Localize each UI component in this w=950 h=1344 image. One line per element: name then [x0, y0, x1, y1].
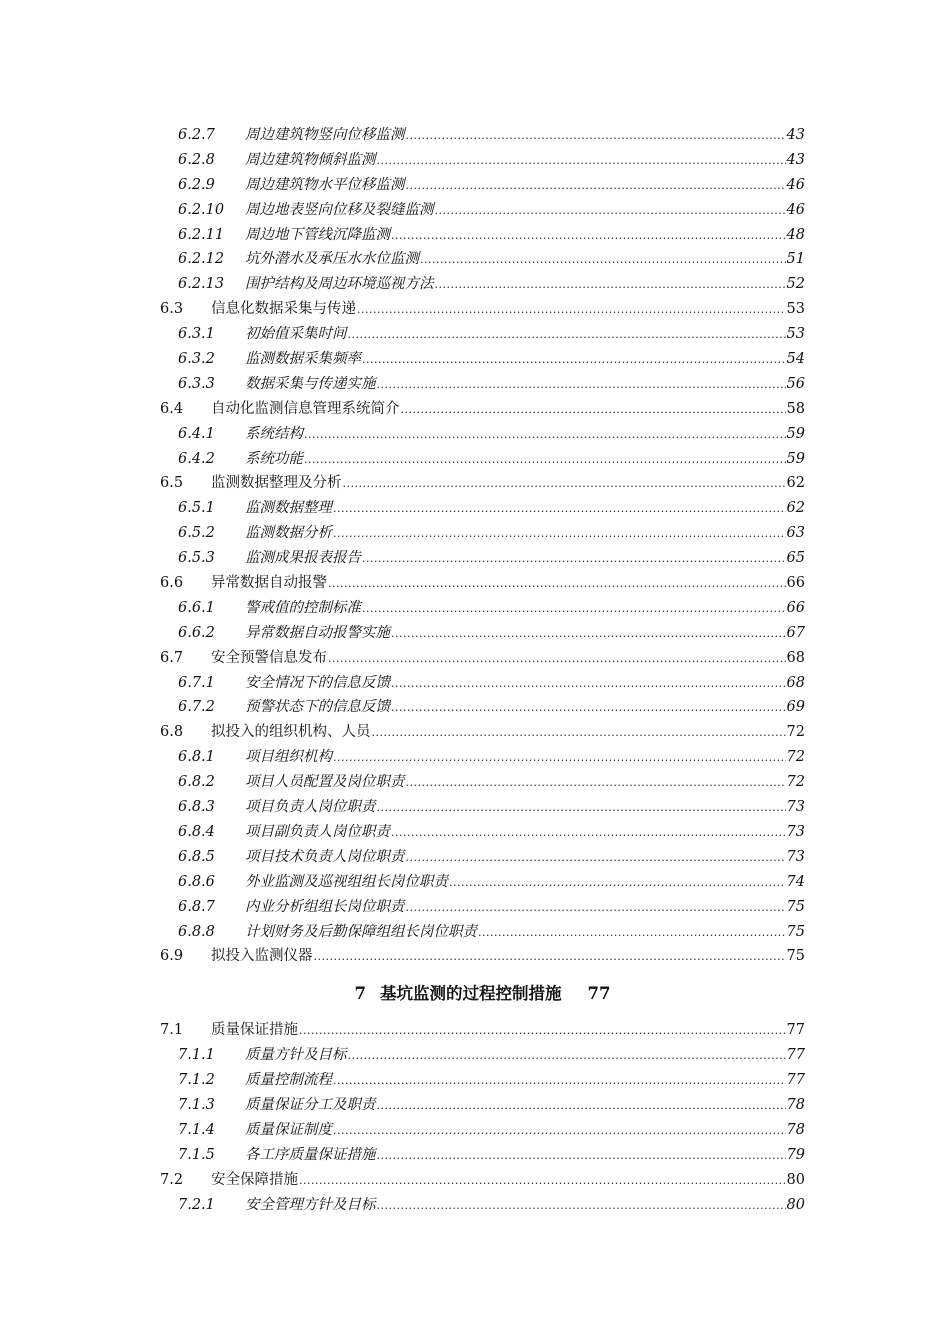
- toc-page-number: 72: [786, 774, 805, 791]
- toc-entry[interactable]: [160, 795, 805, 820]
- toc-page-number: 73: [786, 799, 805, 816]
- toc-page-number: 77: [786, 1022, 805, 1039]
- toc-dot-leader: [478, 921, 786, 946]
- toc-entry-title: 坑外潜水及承压水水位监测: [245, 251, 419, 268]
- toc-entry[interactable]: [160, 546, 805, 571]
- toc-dot-leader: [377, 1144, 786, 1169]
- toc-page-number: 79: [786, 1146, 805, 1163]
- toc-entry[interactable]: [160, 745, 805, 770]
- toc-entry-title: 监测数据分析: [245, 525, 332, 542]
- toc-dot-leader: [333, 497, 786, 522]
- toc-dot-leader: [314, 945, 786, 970]
- toc-dot-leader: [343, 472, 786, 497]
- toc-entry-number: 7.1.5: [178, 1146, 215, 1163]
- toc-entry[interactable]: [160, 173, 805, 198]
- toc-entry-number: 7.2.1: [178, 1196, 215, 1213]
- toc-entry[interactable]: [160, 422, 805, 447]
- toc-entry-number: 6.2.12: [178, 251, 225, 268]
- toc-page-number: 53: [786, 301, 805, 318]
- toc-dot-leader: [401, 398, 786, 423]
- toc-entry-title: 质量方针及目标: [245, 1047, 347, 1064]
- toc-dot-leader: [391, 821, 786, 846]
- toc-entry[interactable]: [160, 1118, 805, 1143]
- toc-entry-number: 6.3.3: [178, 375, 215, 392]
- toc-entry[interactable]: [160, 297, 805, 322]
- toc-entry-number: 6.6.1: [178, 599, 215, 616]
- toc-page-number: 68: [786, 674, 805, 691]
- toc-entry[interactable]: [160, 521, 805, 546]
- toc-page-number: 65: [786, 550, 805, 567]
- toc-page-number: 68: [786, 649, 805, 666]
- toc-page-number: 54: [786, 351, 805, 368]
- toc-dot-leader: [391, 672, 786, 697]
- toc-page-number: 59: [786, 450, 805, 467]
- toc-entry-title: 自动化监测信息管理系统简介: [211, 400, 400, 417]
- toc-entry-number: 6.8.3: [178, 799, 215, 816]
- toc-entry-number: 6.2.11: [178, 226, 225, 243]
- toc-page-number: 62: [786, 500, 805, 517]
- toc-entry[interactable]: [160, 1093, 805, 1118]
- toc-dot-leader: [362, 348, 786, 373]
- toc-entry[interactable]: [160, 1193, 805, 1218]
- toc-entry[interactable]: [160, 770, 805, 795]
- toc-entry-title: 内业分析组组长岗位职责: [245, 898, 405, 915]
- toc-entry-number: 6.4.1: [178, 425, 215, 442]
- toc-entry-number: 7.1.1: [178, 1047, 215, 1064]
- toc-entry-number: 6.2.13: [178, 276, 225, 293]
- toc-dot-leader: [377, 149, 786, 174]
- toc-entry[interactable]: [160, 845, 805, 870]
- toc-entry[interactable]: [160, 223, 805, 248]
- toc-entry-number: 6.2.8: [178, 151, 215, 168]
- toc-entry-number: 6.8.4: [178, 823, 215, 840]
- toc-entry-number: 6.4: [160, 400, 184, 417]
- toc-entry[interactable]: [160, 1018, 805, 1043]
- toc-page-number: 69: [786, 699, 805, 716]
- toc-dot-leader: [372, 721, 786, 746]
- toc-entry[interactable]: [160, 596, 805, 621]
- toc-entry-title: 预警状态下的信息反馈: [245, 699, 390, 716]
- toc-entry[interactable]: [160, 920, 805, 945]
- toc-dot-leader: [328, 647, 786, 672]
- toc-page-number: 72: [786, 749, 805, 766]
- toc-page-number: 67: [786, 624, 805, 641]
- toc-page-number: 75: [786, 923, 805, 940]
- toc-entry[interactable]: [160, 1143, 805, 1168]
- toc-entry-title: 监测数据整理: [245, 500, 332, 517]
- toc-dot-leader: [304, 423, 786, 448]
- toc-entry-number: 7.2: [160, 1171, 184, 1188]
- toc-entry[interactable]: [160, 471, 805, 496]
- toc-entry-title: 外业监测及巡视组组长岗位职责: [245, 873, 448, 890]
- toc-dot-leader: [435, 273, 786, 298]
- toc-page-number: 80: [786, 1196, 805, 1213]
- toc-page-number: 63: [786, 525, 805, 542]
- toc-page-number: 56: [786, 375, 805, 392]
- toc-entry-title: 计划财务及后勤保障组组长岗位职责: [245, 923, 477, 940]
- toc-entry-title: 系统结构: [245, 425, 303, 442]
- toc-entry-title: 项目负责人岗位职责: [245, 799, 376, 816]
- toc-entry-title: 警戒值的控制标准: [245, 599, 361, 616]
- toc-entry-title: 周边地下管线沉降监测: [245, 226, 390, 243]
- toc-dot-leader: [357, 298, 786, 323]
- table-of-contents: [160, 123, 805, 1217]
- toc-entry-number: 6.4.2: [178, 450, 215, 467]
- toc-dot-leader: [377, 1094, 786, 1119]
- toc-entry[interactable]: [160, 571, 805, 596]
- toc-entry-title: 基坑监测的过程控制措施: [380, 984, 562, 1004]
- toc-entry[interactable]: [160, 198, 805, 223]
- toc-entry-title: 质量保证分工及职责: [245, 1096, 376, 1113]
- toc-entry-number: 6.7: [160, 649, 184, 666]
- toc-entry-number: 7: [354, 984, 366, 1004]
- toc-entry-number: 6.8.7: [178, 898, 215, 915]
- toc-entry-title: 周边地表竖向位移及裂缝监测: [245, 201, 434, 218]
- toc-dot-leader: [420, 248, 786, 273]
- toc-entry-number: 6.5: [160, 475, 184, 492]
- toc-entry[interactable]: [160, 1068, 805, 1093]
- toc-entry-title: 周边建筑物水平位移监测: [245, 176, 405, 193]
- toc-entry-number: 6.2.10: [178, 201, 225, 218]
- toc-entry-number: 6.6: [160, 575, 184, 592]
- toc-page-number: 59: [786, 425, 805, 442]
- toc-page-number: 74: [786, 873, 805, 890]
- toc-dot-leader: [377, 796, 786, 821]
- toc-entry-title: 异常数据自动报警: [211, 575, 327, 592]
- toc-entry-title: 围护结构及周边环境巡视方法: [245, 276, 434, 293]
- toc-entry-number: 6.7.1: [178, 674, 215, 691]
- toc-page-number: 73: [786, 848, 805, 865]
- toc-page-number: 73: [786, 823, 805, 840]
- toc-entry[interactable]: [160, 372, 805, 397]
- toc-page-number: 66: [786, 575, 805, 592]
- toc-entry[interactable]: [160, 322, 805, 347]
- toc-entry-title: 系统功能: [245, 450, 303, 467]
- toc-entry-number: 6.6.2: [178, 624, 215, 641]
- toc-entry[interactable]: [160, 148, 805, 173]
- toc-entry-title: 监测成果报表报告: [245, 550, 361, 567]
- toc-entry[interactable]: [160, 1043, 805, 1068]
- toc-page-number: 43: [786, 151, 805, 168]
- toc-entry[interactable]: [160, 247, 805, 272]
- toc-entry-number: 6.8: [160, 724, 184, 741]
- toc-entry-title: 安全保障措施: [211, 1171, 298, 1188]
- toc-entry[interactable]: [160, 646, 805, 671]
- toc-entry[interactable]: [160, 895, 805, 920]
- toc-entry-title: 项目组织机构: [245, 749, 332, 766]
- toc-entry-number: 6.9: [160, 948, 184, 965]
- toc-entry-title: 异常数据自动报警实施: [245, 624, 390, 641]
- toc-entry-title: 安全预警信息发布: [211, 649, 327, 666]
- toc-page-number: 48: [786, 226, 805, 243]
- toc-dot-leader: [362, 597, 786, 622]
- toc-entry[interactable]: [160, 820, 805, 845]
- toc-entry-title: 初始值采集时间: [245, 326, 347, 343]
- toc-entry[interactable]: [160, 397, 805, 422]
- toc-dot-leader: [377, 373, 786, 398]
- toc-page-number: 78: [786, 1096, 805, 1113]
- toc-entry[interactable]: [160, 347, 805, 372]
- toc-entry-number: 7.1: [160, 1022, 184, 1039]
- toc-page-number: 52: [786, 276, 805, 293]
- toc-dot-leader: [328, 572, 786, 597]
- toc-dot-leader: [299, 1019, 786, 1044]
- toc-dot-leader: [333, 746, 786, 771]
- toc-entry-title: 监测数据整理及分析: [211, 475, 342, 492]
- toc-dot-leader: [348, 1044, 786, 1069]
- toc-entry-title: 质量保证措施: [211, 1022, 298, 1039]
- toc-page-number: 66: [786, 599, 805, 616]
- toc-entry[interactable]: [160, 695, 805, 720]
- toc-entry-number: 6.2.7: [178, 127, 215, 143]
- toc-entry[interactable]: [160, 1168, 805, 1193]
- toc-dot-leader: [333, 522, 786, 547]
- toc-entry[interactable]: [160, 944, 805, 969]
- toc-dot-leader: [348, 323, 786, 348]
- toc-dot-leader: [406, 771, 786, 796]
- toc-entry-title: 各工序质量保证措施: [245, 1146, 376, 1163]
- toc-dot-leader: [406, 846, 786, 871]
- toc-entry-title: 拟投入的组织机构、人员: [211, 724, 371, 741]
- toc-page-number: 78: [786, 1121, 805, 1138]
- toc-entry[interactable]: [160, 272, 805, 297]
- toc-entry-title: 数据采集与传递实施: [245, 375, 376, 392]
- toc-page-number: 46: [786, 176, 805, 193]
- toc-dot-leader: [304, 448, 786, 473]
- toc-entry-title: 信息化数据采集与传递: [211, 301, 356, 318]
- toc-page-number: 51: [786, 251, 805, 268]
- toc-entry-title: 监测数据采集频率: [245, 351, 361, 368]
- toc-entry-title: 质量保证制度: [245, 1121, 332, 1138]
- toc-entry-title: 安全情况下的信息反馈: [245, 674, 390, 691]
- toc-page-number: 62: [786, 475, 805, 492]
- toc-dot-leader: [391, 224, 786, 249]
- toc-dot-leader: [406, 174, 786, 199]
- toc-entry-number: 6.3: [160, 301, 184, 318]
- toc-dot-leader: [406, 124, 786, 149]
- toc-entry-number: 7.1.3: [178, 1096, 215, 1113]
- toc-dot-leader: [391, 622, 786, 647]
- toc-entry-number: 6.3.2: [178, 351, 215, 368]
- toc-entry-title: 周边建筑物倾斜监测: [245, 151, 376, 168]
- toc-entry[interactable]: [160, 621, 805, 646]
- toc-entry[interactable]: [160, 671, 805, 696]
- toc-entry-number: 6.2.9: [178, 176, 215, 193]
- toc-entry-title: 安全管理方针及目标: [245, 1196, 376, 1213]
- toc-entry-title: 周边建筑物竖向位移监测: [245, 127, 405, 143]
- toc-dot-leader: [449, 871, 786, 896]
- toc-page-number: 75: [786, 898, 805, 915]
- toc-page-number: 46: [786, 201, 805, 218]
- toc-dot-leader: [435, 199, 786, 224]
- toc-entry-number: 6.8.6: [178, 873, 215, 890]
- toc-page-number: 77: [587, 984, 611, 1004]
- toc-entry[interactable]: [160, 447, 805, 472]
- toc-dot-leader: [391, 696, 786, 721]
- toc-entry-number: 6.7.2: [178, 699, 215, 716]
- toc-entry-title: 拟投入监测仪器: [211, 948, 313, 965]
- toc-entry-number: 7.1.2: [178, 1072, 215, 1089]
- toc-page-number: 77: [786, 1072, 805, 1089]
- toc-entry-number: 6.5.2: [178, 525, 215, 542]
- toc-chapter-heading[interactable]: [160, 970, 805, 1018]
- toc-dot-leader: [377, 1194, 786, 1219]
- toc-page-number: 75: [786, 948, 805, 965]
- toc-page-number: 58: [786, 400, 805, 417]
- toc-page-number: 72: [786, 724, 805, 741]
- toc-entry[interactable]: [160, 720, 805, 745]
- toc-entry-number: 6.8.5: [178, 848, 215, 865]
- toc-dot-leader: [406, 896, 786, 921]
- toc-entry-title: 项目人员配置及岗位职责: [245, 774, 405, 791]
- toc-page-number: 80: [786, 1171, 805, 1188]
- toc-entry[interactable]: [160, 496, 805, 521]
- toc-entry-number: 6.8.1: [178, 749, 215, 766]
- toc-entry-number: 6.3.1: [178, 326, 215, 343]
- toc-entry-title: 项目副负责人岗位职责: [245, 823, 390, 840]
- toc-entry-title: 质量控制流程: [245, 1072, 332, 1089]
- toc-entry-number: 6.8.2: [178, 774, 215, 791]
- toc-page-number: 53: [786, 326, 805, 343]
- toc-entry[interactable]: [160, 123, 805, 148]
- toc-entry-number: 7.1.4: [178, 1121, 215, 1138]
- toc-entry[interactable]: [160, 870, 805, 895]
- toc-dot-leader: [333, 1069, 786, 1094]
- toc-entry-number: 6.8.8: [178, 923, 215, 940]
- toc-dot-leader: [362, 547, 786, 572]
- toc-page-number: 77: [786, 1047, 805, 1064]
- toc-entry-number: 6.5.3: [178, 550, 215, 567]
- toc-page-number: 43: [786, 127, 805, 143]
- toc-dot-leader: [299, 1169, 786, 1194]
- toc-entry-title: 项目技术负责人岗位职责: [245, 848, 405, 865]
- toc-dot-leader: [333, 1119, 786, 1144]
- toc-entry-number: 6.5.1: [178, 500, 215, 517]
